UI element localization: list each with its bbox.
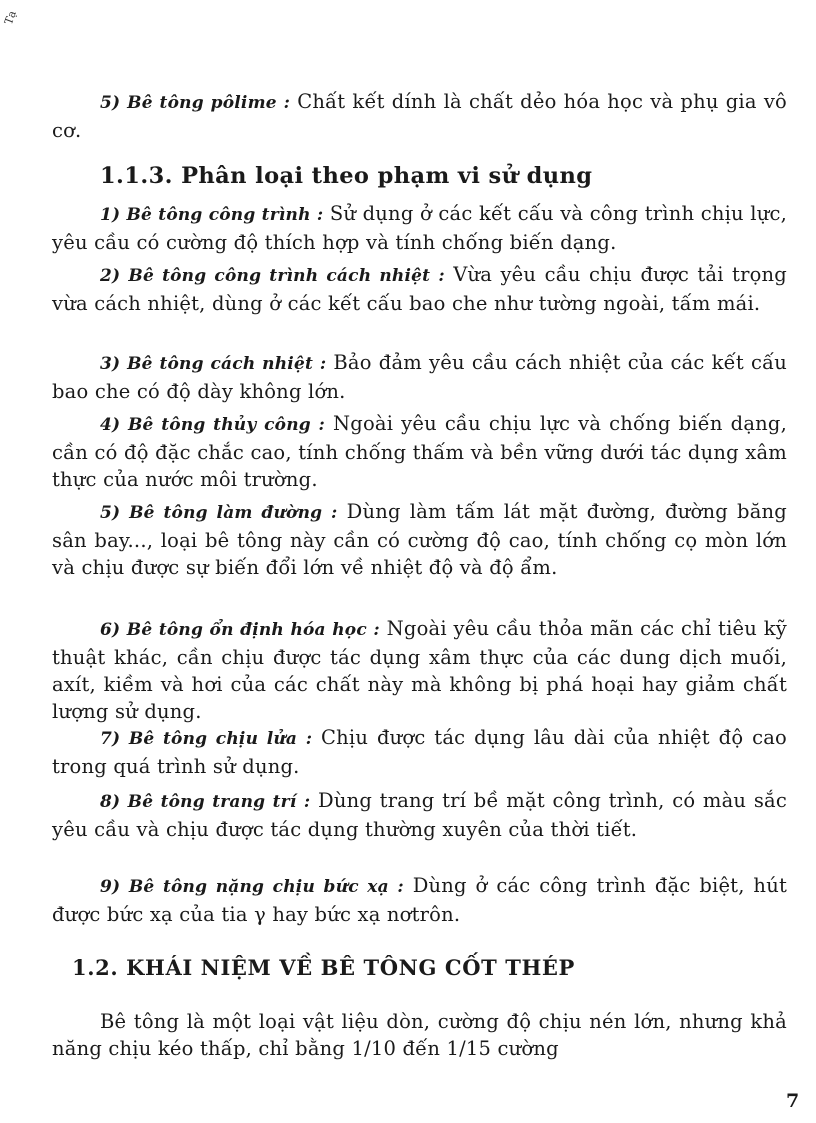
item-text: Sử dụng ở các kết cấu và công trình chịu lực, yêu cầu có cường độ thích hợp và tính chống biến dạng. (52, 202, 788, 254)
list-item (52, 261, 787, 317)
closing-paragraph: Bê tông là một loại vật liệu dòn, cường độ chịu nén lớn, nhưng khả năng chịu kéo thấp, chỉ bằng 1/10 đến 1/15 cường (52, 1010, 787, 1060)
list-item (52, 724, 787, 780)
item-text: Ngoài yêu cầu chịu lực và chống biến dạng, cần có độ đặc chắc cao, tính chống thấm và bền vững dưới tác dụng xâm thực của nước môi trường. (52, 412, 787, 491)
list-item (52, 787, 787, 843)
item-text: Chịu được tác dụng lâu dài của nhiệt độ cao trong quá trình sử dụng. (52, 726, 787, 778)
item-text: Chất kết dính là chất dẻo hóa học và phụ gia vô cơ. (52, 90, 787, 142)
list-item (52, 615, 787, 725)
item-term: 3) Bê tông cách nhiệt : (100, 354, 327, 374)
item-term: 5) Bê tông làm đường : (100, 503, 338, 523)
item-text: Ngoài yêu cầu thỏa mãn các chỉ tiêu kỹ thuật khác, cần chịu được tác dụng xâm thực của các dung dịch muối, axít, kiềm và hơi của các chất này mà không bị phá hoại hay giảm chất lượng sử dụng. (52, 617, 788, 723)
list-item (52, 410, 787, 493)
item-text: Dùng trang trí bề mặt công trình, có màu sắc yêu cầu và chịu được tác dụng thường xuyên của thời tiết. (52, 789, 787, 841)
paragraph-polymer-concrete (52, 88, 787, 144)
item-term: 2) Bê tông công trình cách nhiệt : (100, 266, 445, 286)
item-term: 6) Bê tông ổn định hóa học : (100, 620, 380, 640)
item-term: 8) Bê tông trang trí : (100, 792, 311, 812)
page-number: 7 (786, 1090, 800, 1112)
section-heading: 1.1.3. Phân loại theo phạm vi sử dụng (100, 163, 593, 189)
item-text: Vừa yêu cầu chịu được tải trọng vừa cách nhiệt, dùng ở các kết cấu bao che như tường ngoài, tấm mái. (52, 263, 787, 315)
item-term: 5) Bê tông pôlime : (100, 93, 291, 113)
chapter-heading: 1.2. KHÁI NIỆM VỀ BÊ TÔNG CỐT THÉP (72, 955, 575, 980)
item-text: Bảo đảm yêu cầu cách nhiệt của các kết cấu bao che có độ dày không lớn. (52, 351, 787, 403)
item-text: Dùng ở các công trình đặc biệt, hút được bức xạ của tia γ hay bức xạ nơtrôn. (52, 874, 787, 926)
item-text: Dùng làm tấm lát mặt đường, đường băng sân bay..., loại bê tông này cần có cường độ cao, tính chống cọ mòn lớn và chịu được sự biến đổi lớn về nhiệt độ và độ ẩm. (52, 500, 787, 579)
list-item (52, 872, 787, 928)
list-item (52, 498, 787, 581)
item-term: 4) Bê tông thủy công : (100, 415, 326, 435)
corner-scan-mark: Tạ (2, 8, 19, 27)
list-item (52, 349, 787, 405)
item-term: 9) Bê tông nặng chịu bức xạ : (100, 877, 404, 897)
item-term: 7) Bê tông chịu lửa : (100, 729, 313, 749)
list-item (52, 200, 787, 256)
item-term: 1) Bê tông công trình : (100, 205, 324, 225)
